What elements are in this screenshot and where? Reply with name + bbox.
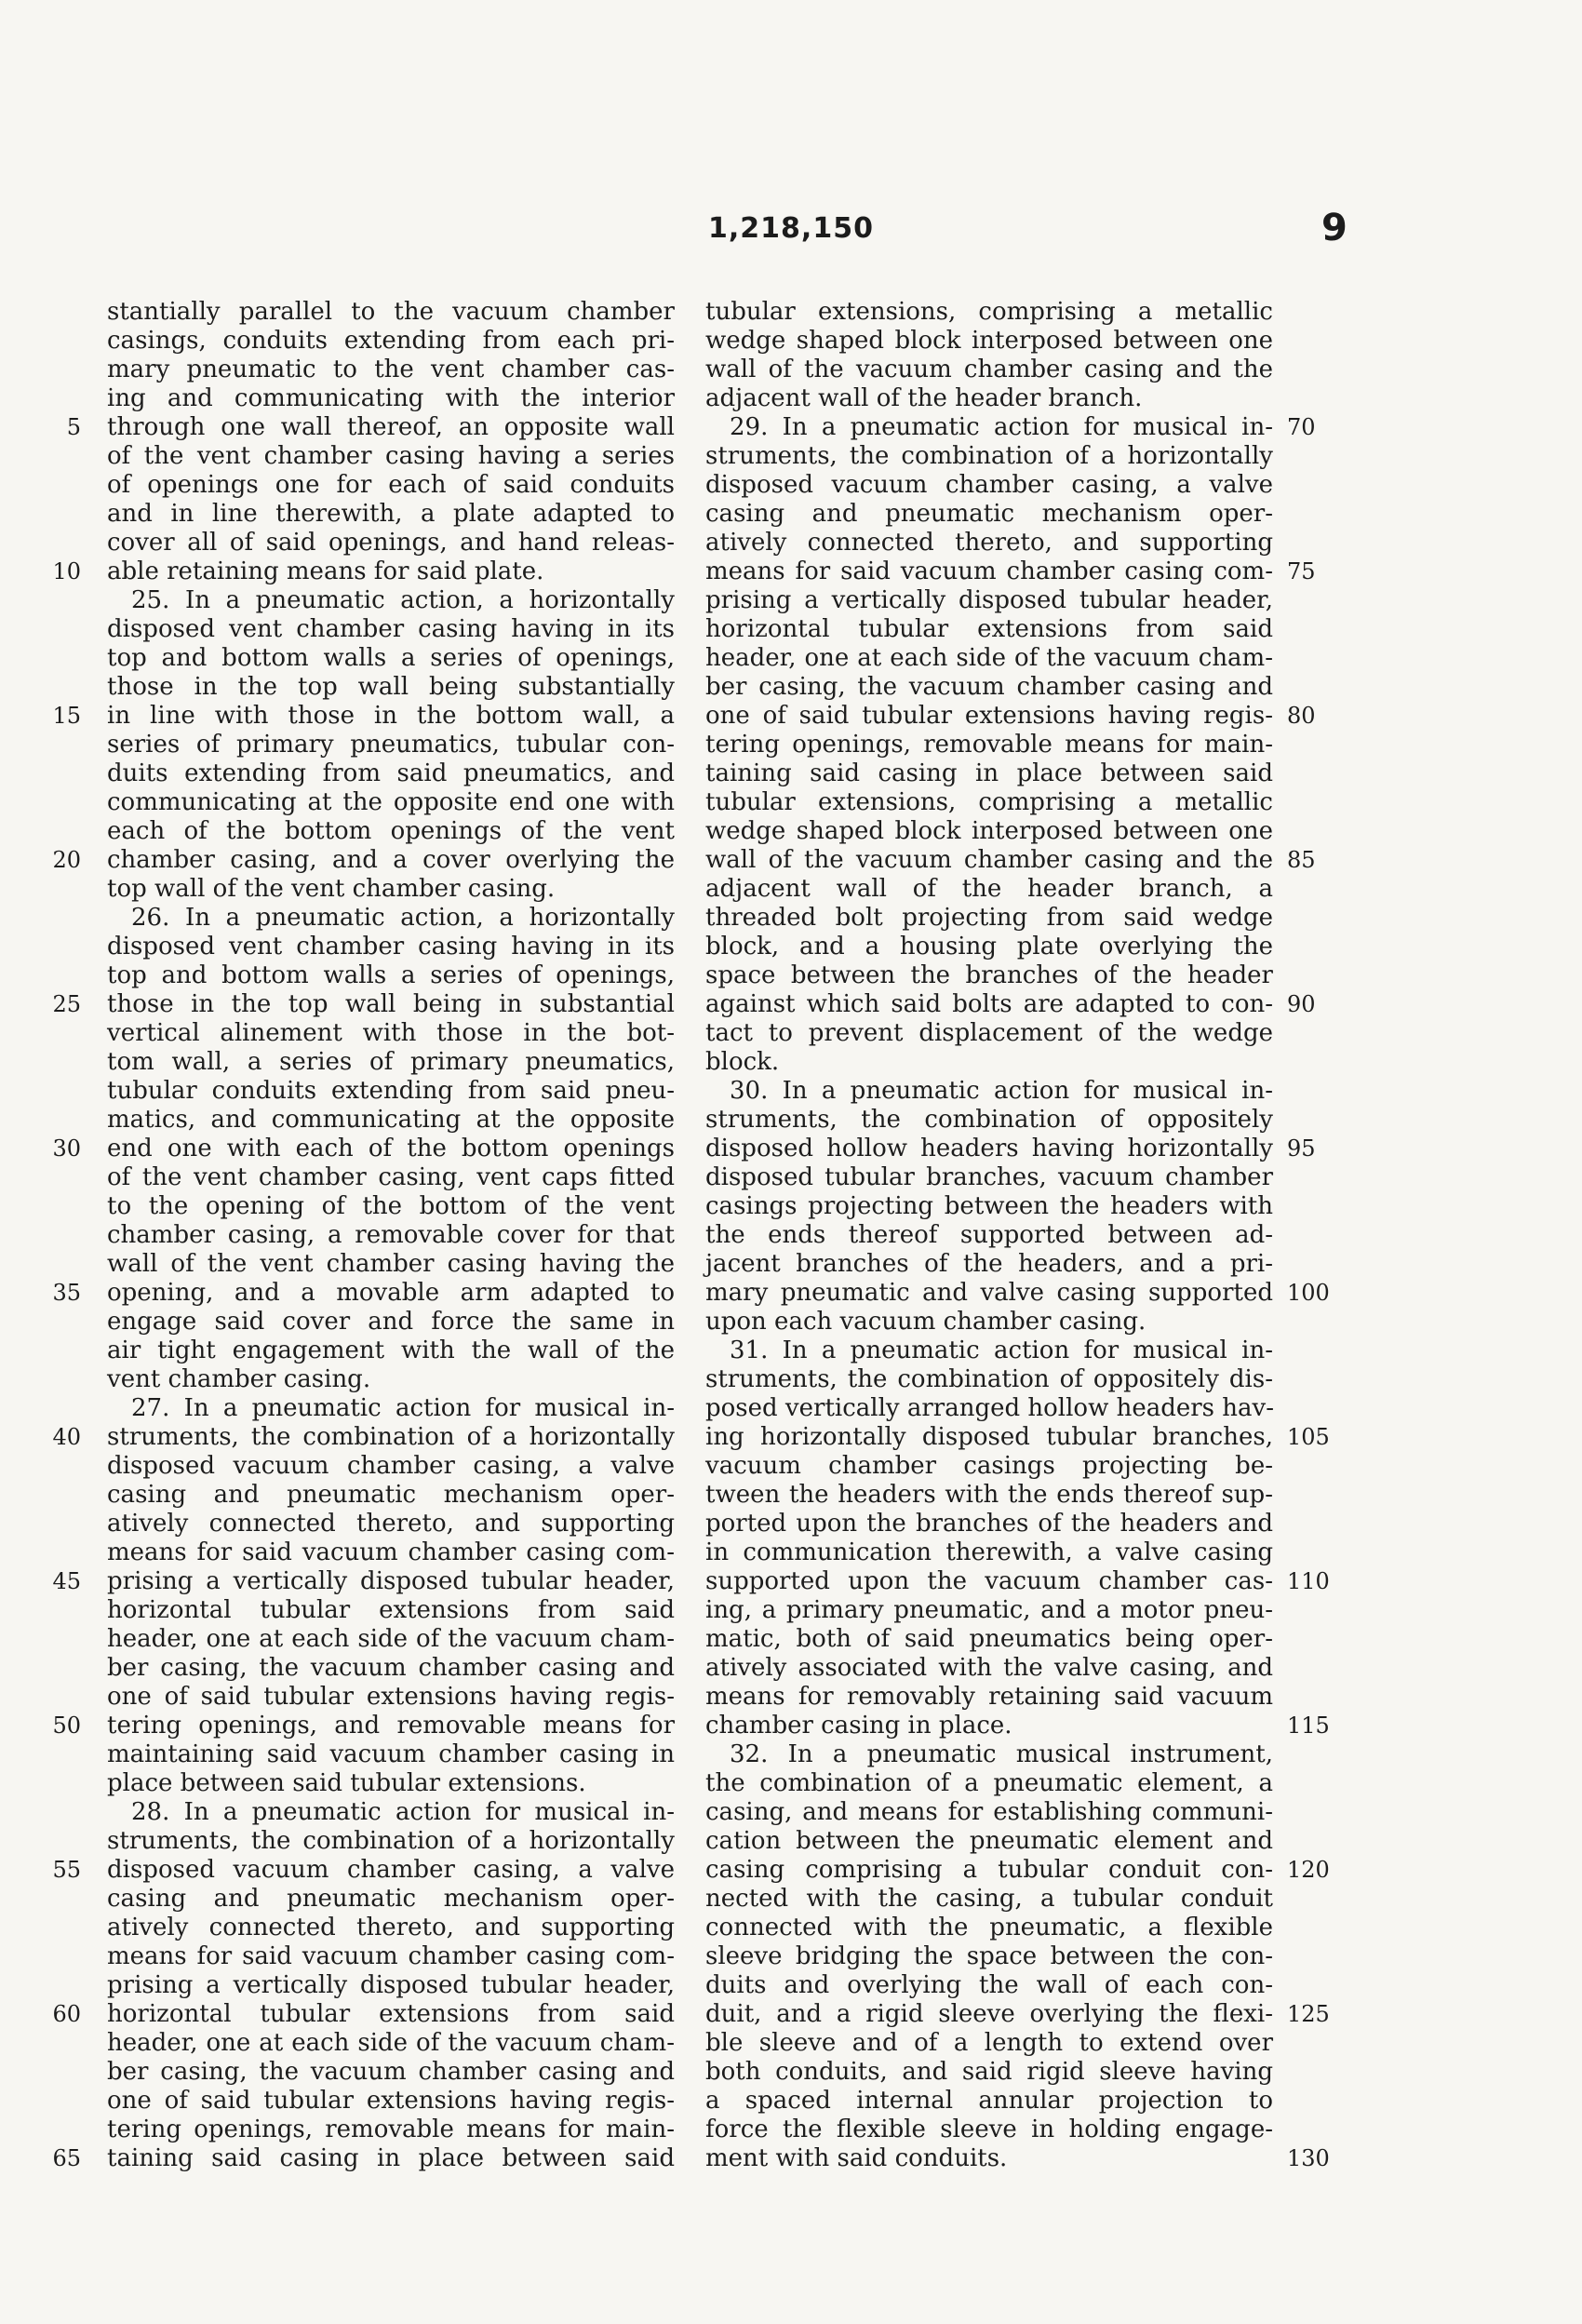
- text-line: [107, 1048, 675, 1077]
- line-text: tubular conduits extending from said pneu-: [107, 1077, 675, 1105]
- text-line: [705, 1077, 1273, 1106]
- line-text: one of said tubular extensions having regis-: [705, 702, 1273, 730]
- text-line: [66, 413, 675, 442]
- text-line: [107, 875, 675, 904]
- text-line: [705, 2000, 1330, 2029]
- text-line: [705, 413, 1316, 442]
- text-line: [705, 1740, 1273, 1769]
- line-text: tering openings, and removable means for: [107, 1712, 675, 1740]
- line-text: sleeve bridging the space between the con-: [705, 1942, 1273, 1970]
- text-line: [107, 471, 675, 500]
- text-line: [107, 644, 675, 673]
- line-text: ber casing, the vacuum chamber casing and: [107, 2058, 675, 2086]
- text-line: [107, 1192, 675, 1221]
- text-line: [107, 673, 675, 702]
- text-line: [705, 1452, 1273, 1481]
- line-text: horizontal tubular extensions from said: [107, 1596, 675, 1624]
- line-text: header, one at each side of the vacuum cham-: [705, 644, 1273, 672]
- line-text: atively connected thereto, and supporting: [107, 1510, 675, 1538]
- text-line: [107, 1394, 675, 1423]
- line-text: opening, and a movable arm adapted to: [107, 1279, 675, 1307]
- text-line: [52, 990, 675, 1019]
- line-text: tween the headers with the ends thereof sup-: [705, 1481, 1273, 1509]
- line-text: series of primary pneumatics, tubular con-: [107, 731, 675, 759]
- text-line: [107, 1481, 675, 1510]
- text-line: [107, 933, 675, 961]
- line-text: means for said vacuum chamber casing com-: [107, 1942, 675, 1970]
- line-text: 28. In a pneumatic action for musical in-: [131, 1798, 675, 1826]
- line-text: struments, the combination of a horizontally: [705, 442, 1273, 470]
- line-text: of the vent chamber casing, vent caps fitted: [107, 1163, 675, 1191]
- text-line: [107, 1942, 675, 1971]
- line-number: 35: [52, 1280, 81, 1306]
- line-text: mary pneumatic and valve casing supported: [705, 1279, 1273, 1307]
- text-line: [705, 1942, 1273, 1971]
- line-text: wedge shaped block interposed between one: [705, 817, 1273, 845]
- text-line: [107, 529, 675, 557]
- line-text: chamber casing, and a cover overlying the: [107, 846, 675, 874]
- line-text: posed vertically arranged hollow headers hav-: [705, 1394, 1275, 1422]
- text-line: [52, 1567, 675, 1596]
- line-number: 75: [1287, 558, 1316, 584]
- text-line: [705, 615, 1273, 644]
- line-number: 30: [52, 1135, 81, 1162]
- line-text: taining said casing in place between said: [705, 759, 1273, 787]
- text-line: [107, 1106, 675, 1135]
- text-line: [705, 529, 1273, 557]
- line-text: ber casing, the vacuum chamber casing and: [107, 1654, 675, 1682]
- line-text: block, and a housing plate overlying the: [705, 933, 1273, 960]
- text-line: [705, 817, 1273, 846]
- text-line: [705, 2029, 1273, 2058]
- text-line: [107, 615, 675, 644]
- line-text: those in the top wall being in substantial: [107, 990, 675, 1018]
- text-line: [107, 1308, 675, 1337]
- line-text: tom wall, a series of primary pneumatics,: [107, 1048, 675, 1076]
- line-text: casing and pneumatic mechanism oper-: [107, 1481, 675, 1509]
- text-line: [705, 644, 1273, 673]
- text-line: [107, 2058, 675, 2087]
- line-text: through one wall thereof, an opposite wall: [107, 413, 675, 441]
- text-line: [705, 2144, 1330, 2173]
- text-line: [705, 1856, 1330, 1885]
- line-text: casings, conduits extending from each pri-: [107, 327, 675, 355]
- text-line: [52, 1712, 675, 1740]
- line-number: 120: [1287, 1857, 1330, 1883]
- right-text-column: [705, 298, 1330, 2173]
- text-line: [705, 1654, 1273, 1683]
- line-text: a spaced internal annular projection to: [705, 2087, 1273, 2115]
- line-text: mary pneumatic to the vent chamber cas-: [107, 356, 675, 383]
- text-line: [107, 1683, 675, 1712]
- text-line: [107, 1740, 675, 1769]
- line-text: duits and overlying the wall of each con-: [705, 1971, 1273, 1999]
- line-text: 26. In a pneumatic action, a horizontally: [131, 904, 675, 932]
- line-text: ing and communicating with the interior: [107, 384, 675, 412]
- line-number: 95: [1287, 1135, 1316, 1162]
- line-text: threaded bolt projecting from said wedge: [705, 904, 1273, 932]
- text-line: [107, 759, 675, 788]
- text-line: [705, 875, 1273, 904]
- line-text: prising a vertically disposed tubular header,: [107, 1971, 675, 1999]
- text-line: [107, 442, 675, 471]
- text-line: [107, 1452, 675, 1481]
- text-line: [107, 1654, 675, 1683]
- line-text: horizontal tubular extensions from said: [705, 615, 1273, 643]
- text-line: [107, 1077, 675, 1106]
- line-text: and in line therewith, a plate adapted to: [107, 500, 675, 528]
- line-text: wall of the vent chamber casing having the: [107, 1250, 675, 1278]
- text-line: [107, 1885, 675, 1914]
- line-text: ber casing, the vacuum chamber casing and: [705, 673, 1273, 701]
- text-line: [705, 442, 1273, 471]
- text-line: [705, 990, 1316, 1019]
- text-line: [705, 2116, 1273, 2144]
- text-line: [705, 1308, 1273, 1337]
- line-text: struments, the combination of a horizontally: [107, 1827, 675, 1855]
- text-line: [107, 731, 675, 759]
- line-number: 105: [1287, 1424, 1330, 1450]
- line-text: disposed hollow headers having horizontally: [705, 1135, 1273, 1162]
- line-number: 125: [1287, 2001, 1330, 2027]
- line-text: 30. In a pneumatic action for musical in-: [730, 1077, 1273, 1105]
- text-line: [705, 1827, 1273, 1856]
- line-text: each of the bottom openings of the vent: [107, 817, 675, 845]
- text-line: [705, 1971, 1273, 2000]
- line-text: disposed vacuum chamber casing, a valve: [705, 471, 1273, 499]
- line-text: header, one at each side of the vacuum cham-: [107, 2029, 675, 2057]
- text-line: [705, 1221, 1273, 1250]
- text-line: [705, 759, 1273, 788]
- line-number: 65: [52, 2145, 81, 2171]
- line-text: engage said cover and force the same in: [107, 1308, 675, 1336]
- line-number: 70: [1287, 414, 1316, 440]
- text-line: [107, 2087, 675, 2116]
- line-text: adjacent wall of the header branch.: [705, 384, 1143, 412]
- line-text: of the vent chamber casing having a series: [107, 442, 675, 470]
- line-text: of openings one for each of said conduits: [107, 471, 675, 499]
- text-line: [705, 1250, 1273, 1279]
- text-line: [705, 1625, 1273, 1654]
- line-text: tering openings, removable means for main-: [107, 2116, 675, 2143]
- text-line: [107, 904, 675, 933]
- line-number: 55: [52, 1857, 81, 1883]
- line-text: duits extending from said pneumatics, and: [107, 759, 675, 787]
- line-text: vertical alinement with those in the bot-: [107, 1019, 675, 1047]
- line-text: vent chamber casing.: [107, 1365, 371, 1393]
- text-line: [705, 2087, 1273, 2116]
- text-line: [705, 1279, 1330, 1308]
- line-text: means for said vacuum chamber casing com-: [107, 1538, 675, 1566]
- line-number: 130: [1287, 2145, 1330, 2171]
- text-line: [107, 961, 675, 990]
- text-line: [705, 846, 1316, 875]
- text-line: [705, 1769, 1273, 1798]
- line-text: disposed vacuum chamber casing, a valve: [107, 1856, 675, 1884]
- line-text: end one with each of the bottom openings: [107, 1135, 675, 1162]
- text-line: [107, 2116, 675, 2144]
- text-line: [52, 2144, 675, 2173]
- line-text: horizontal tubular extensions from said: [107, 2000, 675, 2028]
- line-number: 80: [1287, 703, 1316, 729]
- text-line: [52, 1279, 675, 1308]
- text-line: [705, 2058, 1273, 2087]
- text-line: [52, 1135, 675, 1163]
- text-line: [107, 1914, 675, 1942]
- line-text: matics, and communicating at the opposite: [107, 1106, 675, 1134]
- text-line: [107, 1250, 675, 1279]
- text-line: [107, 298, 675, 327]
- line-number: 40: [52, 1424, 81, 1450]
- line-text: atively associated with the valve casing, and: [705, 1654, 1273, 1682]
- text-line: [705, 298, 1273, 327]
- line-number: 115: [1287, 1713, 1330, 1739]
- line-text: taining said casing in place between said: [107, 2144, 675, 2172]
- line-number: 5: [66, 414, 81, 440]
- line-text: those in the top wall being substantially: [107, 673, 675, 701]
- text-line: [705, 1538, 1273, 1567]
- patent-number: 1,218,150: [708, 212, 874, 245]
- line-number: 10: [52, 558, 81, 584]
- text-line: [107, 1337, 675, 1365]
- line-text: force the flexible sleeve in holding engage-: [705, 2116, 1273, 2143]
- text-line: [705, 1712, 1330, 1740]
- text-line: [52, 1423, 675, 1452]
- line-text: tact to prevent displacement of the wedge: [705, 1019, 1273, 1047]
- text-line: [52, 1856, 675, 1885]
- text-line: [705, 1510, 1273, 1538]
- line-text: vacuum chamber casings projecting be-: [705, 1452, 1273, 1480]
- text-line: [52, 2000, 675, 2029]
- text-line: [705, 731, 1273, 759]
- line-text: 31. In a pneumatic action for musical in-: [730, 1337, 1273, 1364]
- line-text: ing, a primary pneumatic, and a motor pneu-: [705, 1596, 1273, 1624]
- line-text: prising a vertically disposed tubular header,: [107, 1567, 675, 1595]
- line-text: tubular extensions, comprising a metallic: [705, 788, 1273, 816]
- line-text: duit, and a rigid sleeve overlying the flexi-: [705, 2000, 1273, 2028]
- line-text: upon each vacuum chamber casing.: [705, 1308, 1146, 1336]
- text-line: [107, 1221, 675, 1250]
- text-line: [705, 1481, 1273, 1510]
- line-text: one of said tubular extensions having regis-: [107, 1683, 675, 1711]
- text-line: [705, 961, 1273, 990]
- text-line: [107, 1625, 675, 1654]
- line-text: wall of the vacuum chamber casing and the: [705, 356, 1273, 383]
- line-text: stantially parallel to the vacuum chamber: [107, 298, 675, 326]
- line-text: struments, the combination of oppositely dis-: [705, 1365, 1273, 1393]
- text-line: [107, 1163, 675, 1192]
- line-text: in line with those in the bottom wall, a: [107, 702, 675, 730]
- line-text: 25. In a pneumatic action, a horizontally: [131, 586, 675, 614]
- text-line: [107, 788, 675, 817]
- text-line: [705, 586, 1273, 615]
- line-text: able retaining means for said plate.: [107, 557, 544, 585]
- text-line: [52, 846, 675, 875]
- text-line: [107, 1798, 675, 1827]
- text-line: [107, 1596, 675, 1625]
- text-line: [705, 327, 1273, 356]
- text-line: [705, 1423, 1330, 1452]
- text-line: [705, 1394, 1273, 1423]
- text-line: [107, 356, 675, 384]
- line-text: ported upon the branches of the headers and: [705, 1510, 1273, 1538]
- line-text: the combination of a pneumatic element, a: [705, 1769, 1273, 1797]
- text-line: [107, 586, 675, 615]
- text-line: [52, 702, 675, 731]
- line-text: means for said vacuum chamber casing com-: [705, 557, 1273, 585]
- text-line: [705, 1192, 1273, 1221]
- line-text: ble sleeve and of a length to extend over: [705, 2029, 1273, 2057]
- text-line: [705, 1798, 1273, 1827]
- text-line: [705, 356, 1273, 384]
- text-line: [705, 1048, 1273, 1077]
- line-text: both conduits, and said rigid sleeve having: [705, 2058, 1273, 2086]
- line-text: air tight engagement with the wall of the: [107, 1337, 675, 1364]
- text-line: [107, 1971, 675, 2000]
- text-line: [705, 500, 1273, 529]
- line-text: supported upon the vacuum chamber cas-: [705, 1567, 1273, 1595]
- line-text: maintaining said vacuum chamber casing in: [107, 1740, 675, 1768]
- text-line: [705, 471, 1273, 500]
- line-text: casing, and means for establishing communi-: [705, 1798, 1273, 1826]
- line-text: against which said bolts are adapted to con-: [705, 990, 1273, 1018]
- line-text: 29. In a pneumatic action for musical in-: [730, 413, 1273, 441]
- text-line: [705, 1135, 1316, 1163]
- text-line: [705, 1596, 1273, 1625]
- line-text: casing and pneumatic mechanism oper-: [107, 1885, 675, 1913]
- text-line: [107, 1769, 675, 1798]
- text-line: [52, 557, 675, 586]
- line-text: 32. In a pneumatic musical instrument,: [730, 1740, 1273, 1768]
- line-text: wedge shaped block interposed between one: [705, 327, 1273, 355]
- line-text: atively connected thereto, and supporting: [705, 529, 1273, 557]
- line-text: wall of the vacuum chamber casing and the: [705, 846, 1273, 874]
- line-text: nected with the casing, a tubular conduit: [705, 1885, 1273, 1913]
- text-line: [705, 702, 1316, 731]
- line-text: means for removably retaining said vacuum: [705, 1683, 1273, 1711]
- line-text: disposed vent chamber casing having in its: [107, 933, 675, 960]
- page-number: 9: [1321, 207, 1347, 249]
- line-text: casings projecting between the headers with: [705, 1192, 1273, 1220]
- text-line: [705, 1163, 1273, 1192]
- line-text: one of said tubular extensions having regis-: [107, 2087, 675, 2115]
- text-line: [705, 1683, 1273, 1712]
- text-line: [107, 384, 675, 413]
- text-line: [705, 1106, 1273, 1135]
- line-text: casing and pneumatic mechanism oper-: [705, 500, 1273, 528]
- line-number: 15: [52, 703, 81, 729]
- line-number: 85: [1287, 847, 1316, 873]
- line-text: chamber casing, a removable cover for that: [107, 1221, 675, 1249]
- text-line: [107, 500, 675, 529]
- text-line: [705, 1914, 1273, 1942]
- text-line: [107, 817, 675, 846]
- line-number: 50: [52, 1713, 81, 1739]
- line-text: struments, the combination of a horizontally: [107, 1423, 675, 1451]
- line-number: 45: [52, 1568, 81, 1594]
- text-line: [705, 933, 1273, 961]
- line-text: ment with said conduits.: [705, 2144, 1008, 2172]
- line-text: space between the branches of the header: [705, 961, 1273, 989]
- text-line: [705, 1365, 1273, 1394]
- line-text: matic, both of said pneumatics being oper-: [705, 1625, 1273, 1653]
- text-line: [107, 1365, 675, 1394]
- text-line: [705, 904, 1273, 933]
- line-text: struments, the combination of oppositely: [705, 1106, 1273, 1134]
- line-text: adjacent wall of the header branch, a: [705, 875, 1273, 903]
- line-text: tering openings, removable means for main-: [705, 731, 1273, 759]
- line-number: 20: [52, 847, 81, 873]
- line-text: communicating at the opposite end one with: [107, 788, 675, 816]
- line-text: 27. In a pneumatic action for musical in-: [131, 1394, 675, 1422]
- line-number: 110: [1287, 1568, 1330, 1594]
- line-text: top and bottom walls a series of openings,: [107, 961, 675, 989]
- text-line: [107, 327, 675, 356]
- line-text: jacent branches of the headers, and a pri-: [705, 1250, 1273, 1278]
- line-text: header, one at each side of the vacuum cham-: [107, 1625, 675, 1653]
- line-text: cation between the pneumatic element and: [705, 1827, 1273, 1855]
- line-text: atively connected thereto, and supporting: [107, 1914, 675, 1941]
- line-text: chamber casing in place.: [705, 1712, 1012, 1740]
- line-text: block.: [705, 1048, 780, 1076]
- text-line: [107, 1827, 675, 1856]
- line-text: to the opening of the bottom of the vent: [107, 1192, 675, 1220]
- line-number: 25: [52, 991, 81, 1017]
- text-line: [705, 788, 1273, 817]
- text-line: [705, 557, 1316, 586]
- line-text: place between said tubular extensions.: [107, 1769, 586, 1797]
- line-text: tubular extensions, comprising a metallic: [705, 298, 1273, 326]
- line-number: 100: [1287, 1280, 1330, 1306]
- text-line: [107, 1510, 675, 1538]
- line-text: top wall of the vent chamber casing.: [107, 875, 556, 903]
- line-text: the ends thereof supported between ad-: [705, 1221, 1273, 1249]
- line-text: connected with the pneumatic, a flexible: [705, 1914, 1273, 1941]
- text-line: [705, 384, 1273, 413]
- line-text: in communication therewith, a valve casing: [705, 1538, 1273, 1566]
- text-line: [705, 1337, 1273, 1365]
- line-text: prising a vertically disposed tubular header,: [705, 586, 1273, 614]
- text-line: [705, 1567, 1330, 1596]
- text-line: [705, 1019, 1273, 1048]
- line-text: cover all of said openings, and hand releas-: [107, 529, 675, 557]
- text-line: [107, 1538, 675, 1567]
- line-text: casing comprising a tubular conduit con-: [705, 1856, 1273, 1884]
- text-line: [705, 1885, 1273, 1914]
- line-number: 60: [52, 2001, 81, 2027]
- line-number: 90: [1287, 991, 1316, 1017]
- line-text: top and bottom walls a series of openings,: [107, 644, 675, 672]
- line-text: disposed vacuum chamber casing, a valve: [107, 1452, 675, 1480]
- text-line: [107, 1019, 675, 1048]
- text-line: [107, 2029, 675, 2058]
- line-text: ing horizontally disposed tubular branches,: [705, 1423, 1273, 1451]
- left-text-column: [52, 298, 675, 2173]
- text-line: [705, 673, 1273, 702]
- line-text: disposed vent chamber casing having in its: [107, 615, 675, 643]
- line-text: disposed tubular branches, vacuum chamber: [705, 1163, 1273, 1191]
